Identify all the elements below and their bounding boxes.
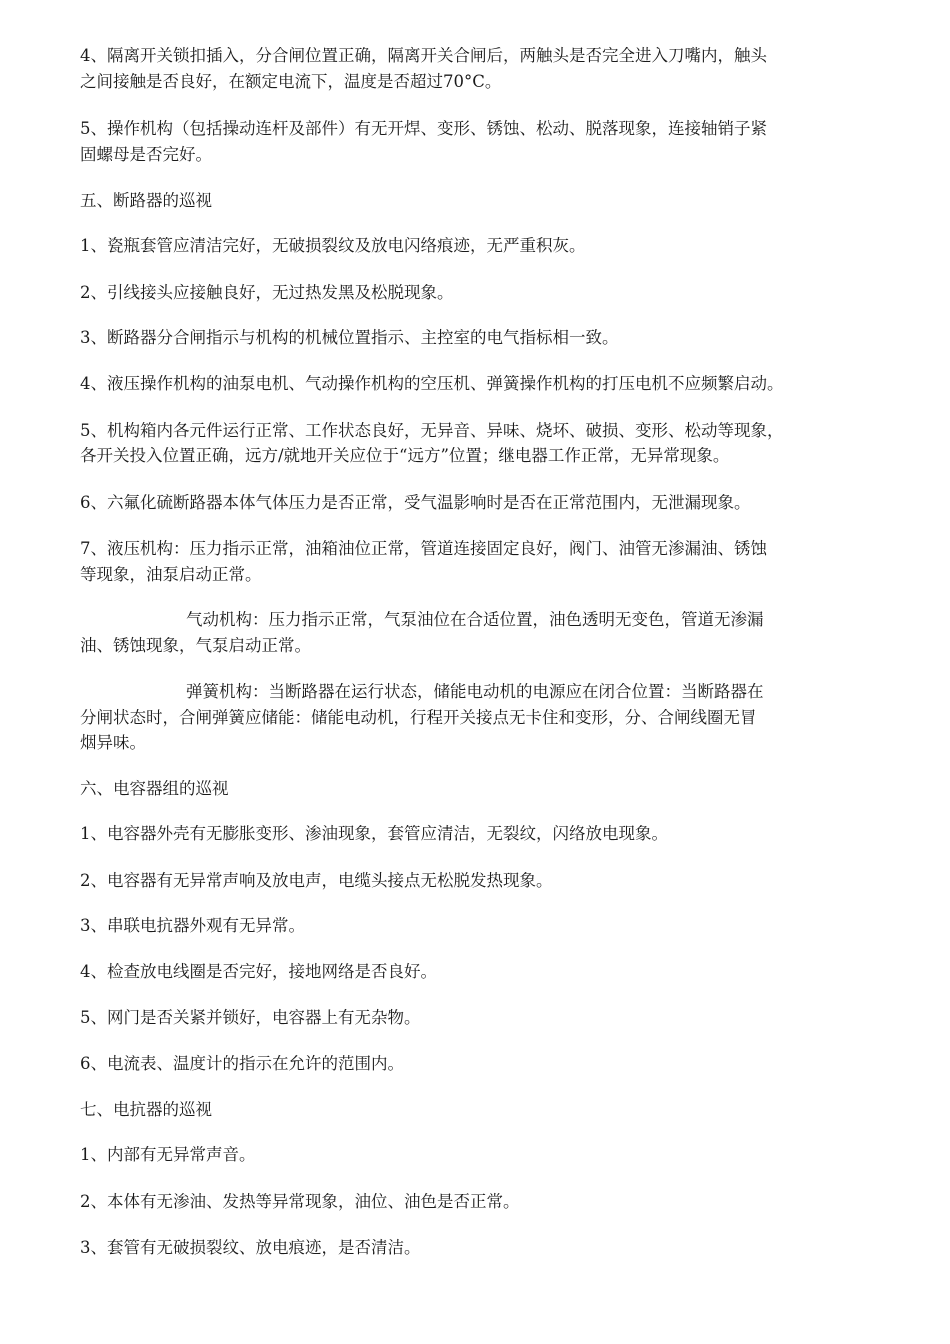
paragraph-line: 4、液压操作机构的油泵电机、气动操作机构的空压机、弹簧操作机构的打压电机不应频繁启动。 [80,374,784,393]
paragraph-line: 5、操作机构（包括操动连杆及部件）有无开焊、变形、锈蚀、松动、脱落现象，连接轴销子紧 [80,119,767,138]
paragraph-line: 分闸状态时，合闸弹簧应储能：储能电动机，行程开关接点无卡住和变形，分、合闸线圈无冒 [80,708,757,727]
paragraph-line: 1、电容器外壳有无膨胀变形、渗油现象，套管应清洁，无裂纹，闪络放电现象。 [80,824,668,843]
paragraph-line: 6、六氟化硫断路器本体气体压力是否正常，受气温影响时是否在正常范围内，无泄漏现象。 [80,493,751,512]
paragraph-line: 之间接触是否良好，在额定电流下，温度是否超过70°C。 [80,72,502,91]
paragraph-line: 4、隔离开关锁扣插入，分合闸位置正确，隔离开关合闸后，两触头是否完全进入刀嘴内，触头 [80,46,767,65]
paragraph-line: 5、机构箱内各元件运行正常、工作状态良好，无异音、异味、烧坏、破损、变形、松动等现象， [80,421,784,440]
paragraph-line: 2、电容器有无异常声响及放电声，电缆头接点无松脱发热现象。 [80,871,553,890]
paragraph-line: 5、网门是否关紧并锁好，电容器上有无杂物。 [80,1008,421,1027]
paragraph-line: 3、套管有无破损裂纹、放电痕迹，是否清洁。 [80,1238,421,1257]
paragraph-line: 6、电流表、温度计的指示在允许的范围内。 [80,1054,404,1073]
paragraph-line: 油、锈蚀现象，气泵启动正常。 [80,636,311,655]
paragraph-line: 7、液压机构：压力指示正常，油箱油位正常，管道连接固定良好，阀门、油管无渗漏油、锈蚀 [80,539,767,558]
paragraph-line: 2、引线接头应接触良好，无过热发黑及松脱现象。 [80,283,454,302]
paragraph-line: 1、内部有无异常声音。 [80,1145,256,1164]
paragraph-line: 4、检查放电线圈是否完好，接地网络是否良好。 [80,962,437,981]
paragraph-line: 各开关投入位置正确，远方/就地开关应位于“远方”位置；继电器工作正常，无异常现象。 [80,446,730,465]
paragraph-line: 2、本体有无渗油、发热等异常现象，油位、油色是否正常。 [80,1192,520,1211]
paragraph-line: 等现象，油泵启动正常。 [80,565,262,584]
section-heading: 七、电抗器的巡视 [80,1100,212,1119]
paragraph-line: 固螺母是否完好。 [80,145,212,164]
paragraph-line: 3、串联电抗器外观有无异常。 [80,916,305,935]
section-heading: 六、电容器组的巡视 [80,779,229,798]
paragraph-line: 弹簧机构：当断路器在运行状态，储能电动机的电源应在闭合位置：当断路器在 [186,682,764,701]
paragraph-line: 气动机构：压力指示正常，气泵油位在合适位置，油色透明无变色，管道无渗漏 [186,610,764,629]
section-heading: 五、断路器的巡视 [80,191,212,210]
paragraph-line: 3、断路器分合闸指示与机构的机械位置指示、主控室的电气指标相一致。 [80,328,619,347]
paragraph-line: 烟异味。 [80,733,146,752]
paragraph-line: 1、瓷瓶套管应清洁完好，无破损裂纹及放电闪络痕迹，无严重积灰。 [80,236,586,255]
